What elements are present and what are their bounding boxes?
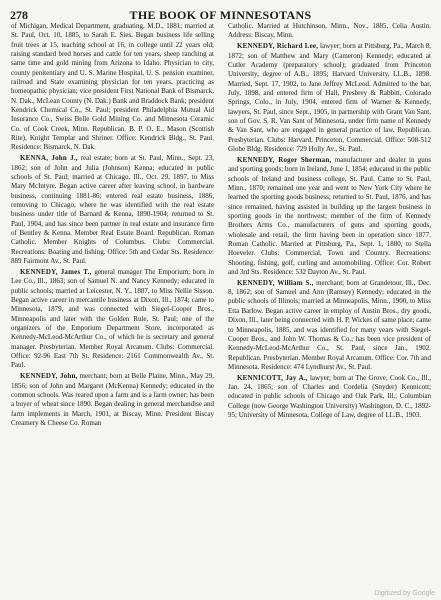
- page-header: [10, 8, 431, 22]
- biography-entry: [11, 372, 214, 428]
- entry-text: Catholic. Married at Hutchinson, Minn., Nov., 1885, Celia Austin. Address: Biscay, Minn.: [228, 22, 431, 40]
- running-title: THE BOOK OF MINNESOTANS: [129, 8, 312, 22]
- entry-continuation: [11, 22, 214, 153]
- biography-entry: [11, 154, 214, 266]
- entry-name: KENNEDY, Roger Sherman,: [237, 155, 332, 164]
- page-number: 278: [10, 8, 28, 22]
- entry-text: general manager The Emporium; born in Lee Co., Ill., 1863; son of Samuel N. and Nancy Kennedy; educated in public schools; married at Leicester, N. Y., 1887, to Miss Nellie Sisson. Began active career in mercantile business at Dixon, Ill., 1874; came to Minnesota, 1879, and was connected with Siegel-Cooper Bros., Minneapolis and later with the Golden Rule, St. Paul; one of the organizers of the Emporium Department Store, incorporated as Kennedy-McLeod-McArthur Co., of which he is secretary and general manager. Presbyterian. Member Royal Arcanum. Clubs: Commercial. Office: 92-96 East 7th St. Residence: 2161 Commonwealth Av., St. Paul.: [11, 267, 214, 370]
- entry-text: real estate; born at St. Paul, Minn., Sept. 23, 1862; son of John and Julia (Johnson) Kenna; educated in public schools of St. Paul; married at Chicago, Ill., Oct. 29, 1897, to Miss Mary McIntyre. Began active career after leaving school, in hardware business, continuing 1881-86; entered real estate business, 1886, removing to Chicago, where he was identified with the real estate business under title of Barnard & Kenna, 1890-1904; returned to St. Paul, 1904, and has since been partner in real estate and insurance firm of Bentley & Kenna. Member Real Estate Board. Republican. Roman Catholic. Member Knights of Columbus. Clubs: Commercial. Recreations: Boating and fishing. Office: 5th and Cedar Sts. Residence: 889 Fairmont Av., St. Paul.: [11, 154, 214, 266]
- biography-entry: [228, 279, 431, 372]
- entry-name: KENNICOTT, Jay A.,: [237, 373, 308, 382]
- biography-entry: [228, 156, 431, 277]
- entry-name: KENNEDY, Richard Lee,: [237, 42, 319, 51]
- entry-name: KENNA, John J.,: [20, 154, 78, 163]
- entry-name: KENNEDY, John,: [20, 372, 78, 381]
- entry-text: of Michigan, Medical Department, graduating, M.D., 1881; married at St. Paul, Oct. 10, 1885, to Sarah E. Sies. Began business life selling fruit trees at 15, teaching school at 16, in college until 22 years old; raising standard bred horses and cattle for ten years, sheep ranching at same time and gold mining from Arizona to Idaho. Physician to city, county penitentiary and U. S. Marine Hospital, U. S. pension examiner, railroad and State examining physician for ten years, practicing as homeopathic physician; vice president First National Bank of Bismarck, N. Dak., McLean County (N. Dak.) Bank and Braddock Bank; president Kendrick Chemical Co., St. Paul; president Philadelphia Mutual Aid Insurance Co., Swiss Belle Gold Mining Co. and Minnesota Ceramic Co. of Cook Creek, Minn. Republican. B. P. O. E., Mason (Scottish Rite), Knight Templar and Shriner. Office: Kendrick Bldg., St. Paul. Residence: Bismarck, N. Dak.: [11, 22, 214, 152]
- entry-text: merchant; born at Grandetour, Ill., Dec. 8, 1862; son of Samuel and Ann (Ramsey) Kennedy; educated in the public schools of Illinois; married at Minneapolis, Minn., 1900, to Miss Etta Barlow. Began active career in employ of Austin Bros., dry goods, Dixon, Ill., later being connected with H. P. Wickes of same place; came to Minneapolis, 1885, and was identified for many years with Siegel-Cooper Bros., and John W. Thomas & Co.; has been vice president of Kennedy-McLeod-McArthur Co., St. Paul, since Jan., 1902. Republican. Presbyterian. Member Royal Arcanum. Office: Cor. 7th and Minnesota. Residence: 474 Lyndhurst Av., St. Paul.: [228, 278, 431, 371]
- biography-entry: [11, 268, 214, 371]
- entry-name: KENNEDY, William S.,: [237, 278, 314, 287]
- right-column: [228, 22, 431, 422]
- entry-text: lawyer; born at Pittsburg, Pa., March 8, 1872; son of Matthew and Mary (Cameron) Kennedy; educated at Cutler Academy (preparatory school); graduated from Princeton University, degree of A.B., 1895; Harvard University, LL.B., 1898. Married, Sept. 17, 1902, to Jane Jeffrey McLeod. Admitted to the bar, July, 1898, and entered firm of Hall, Presbrey & Rabbitt, Colorado Springs, Colo., in July, 1904, entered firm of Warner & Kennedy, lawyers, St. Paul, since Sept., 1905, in partnership with Grant Van Sant, son of Gov. S. R. Van Sant of Minnesota, under firm name of Kennedy & Van Sant, who are engaged in general practice of law. Republican. Presbyterian. Clubs: Harvard, Princeton, Commercial. Office: 508-512 Globe Bldg. Residence: 729 Holly Av., St. Paul.: [228, 42, 431, 153]
- entry-text: lawyer; born at The Grove, Cook Co., Ill., Jan. 24, 1865; son of Charles and Cordelia (Snyder) Kennicott; educated in public schools of Chicago and Oak Park, Ill.; Columbian College (now George Washington University) Washington, D. C., 1892-95; University of Minnesota, College of Law, degree of LL.B., 1903.: [228, 373, 431, 420]
- entry-name: KENNEDY, James T.,: [20, 267, 92, 276]
- digitized-watermark: Digitized by Google: [374, 590, 435, 597]
- entry-continuation: [228, 22, 431, 41]
- biography-entry: [228, 374, 431, 421]
- entry-text: merchant; born at Belle Plaine, Minn., May 29, 1856; son of John and Margaret (McKenna) Kennedy; educated in the common schools. Was reared upon a farm and is a farm owner; has been a buyer of wheat since 1890. Began dealing in general merchandise and farm implements in March, 1901, at Biscay, Minn. President Biscay Creamery & Cheese Co. Roman: [11, 372, 214, 427]
- left-column: [11, 22, 214, 430]
- entry-text: manufacturer and dealer in guns and sporting goods; born in Ireland, June 1, 1854; educated in the public schools of Ireland and business college, St. Paul. Came to St. Paul, Minn., 1870; remained one year and went to New York City where he learned the sporting goods business; returned to St. Paul, 1876, and has since remained, having assisted in building up the largest business in sporting goods in the northwest; member of the firm of Kennedy Brothers Arms Co., manufacturers of guns and sporting goods, wholesale and retail, the firm having been in operation since 1877. Roman Catholic. Married at Pittsburg, Pa., Sept. 1, 1880, to Stella Hoeveler. Clubs: Commercial, Town and Country. Recreations: Shooting, fishing, golf, curling and automobiling. Office: Cor. Robert and 3rd Sts. Residence: 532 Dayton Av., St. Paul.: [228, 155, 432, 276]
- biography-entry: [228, 42, 431, 154]
